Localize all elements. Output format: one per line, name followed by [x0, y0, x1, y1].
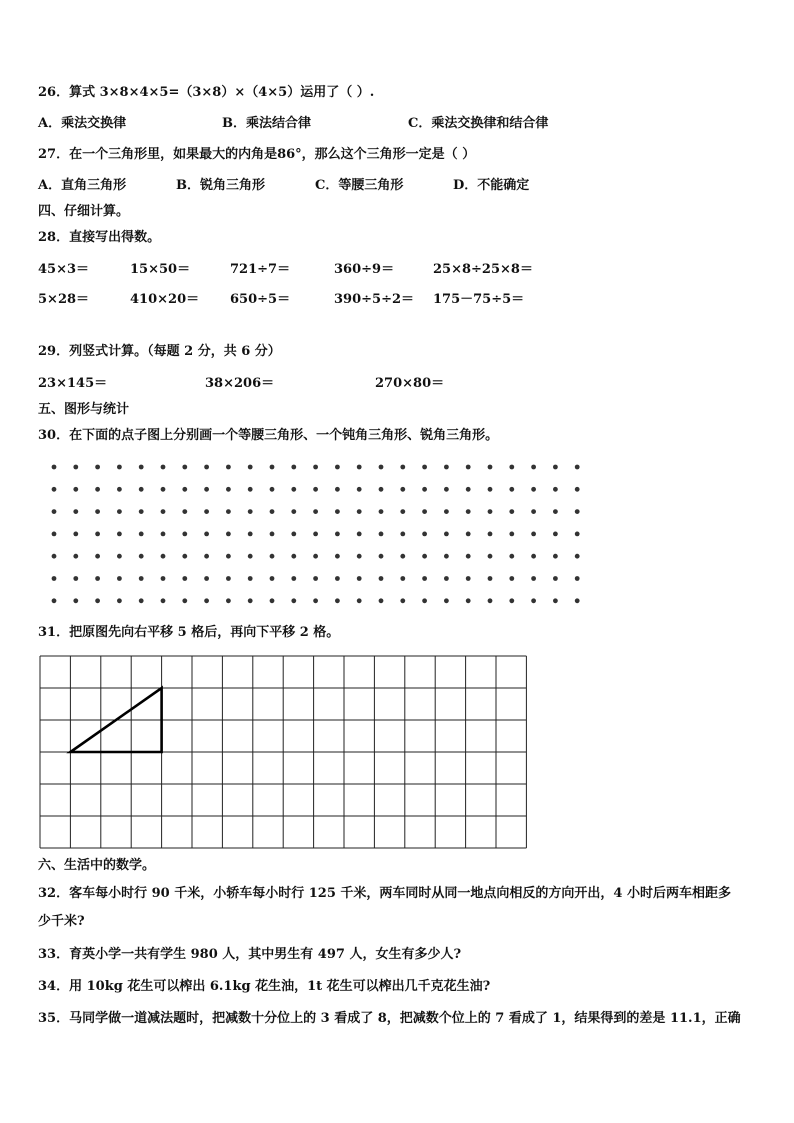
dot [52, 465, 57, 470]
dot [161, 554, 166, 559]
q27-option-d: D．不能确定 [453, 178, 530, 193]
dot [226, 465, 231, 470]
dot [291, 465, 296, 470]
dot [379, 576, 384, 581]
q28-item: 390÷5÷2＝ [334, 292, 415, 307]
dot [379, 465, 384, 470]
dot [139, 509, 144, 514]
dot [117, 465, 122, 470]
dot [422, 509, 427, 514]
dot [182, 465, 187, 470]
dot [73, 532, 78, 537]
dot [139, 554, 144, 559]
dot [270, 554, 275, 559]
dot [270, 598, 275, 603]
dot [291, 509, 296, 514]
q33-text: 33．育英小学一共有学生 980 人，其中男生有 497 人，女生有多少人? [38, 947, 462, 962]
dot [270, 532, 275, 537]
dot-grid[interactable] [40, 455, 585, 615]
dot [161, 532, 166, 537]
q26-stem: 26．算式 3×8×4×5=（3×8）×（4×5）运用了（ ）. [38, 85, 375, 100]
dot [52, 532, 57, 537]
dot [509, 465, 514, 470]
dot [117, 532, 122, 537]
dot [553, 465, 558, 470]
dot [575, 598, 580, 603]
dot [400, 554, 405, 559]
dot [531, 532, 536, 537]
dot [575, 554, 580, 559]
dot [400, 509, 405, 514]
dot [73, 509, 78, 514]
dot [422, 598, 427, 603]
dot [531, 554, 536, 559]
dot [466, 576, 471, 581]
q32-line-1: 32．客车每小时行 90 千米，小轿车每小时行 125 千米，两车同时从同一地点向相反的方向开出，4 小时后两车相距多 [38, 886, 731, 901]
dot [248, 532, 253, 537]
dot [444, 554, 449, 559]
dot [73, 465, 78, 470]
dot [139, 576, 144, 581]
dot [509, 576, 514, 581]
q32-line-2: 少千米? [38, 914, 85, 929]
dot [575, 487, 580, 492]
dot [226, 509, 231, 514]
dot [575, 509, 580, 514]
dot [357, 532, 362, 537]
dot [553, 509, 558, 514]
dot [422, 576, 427, 581]
dot [182, 509, 187, 514]
dot [444, 576, 449, 581]
dot [161, 509, 166, 514]
dot [291, 576, 296, 581]
dot [161, 576, 166, 581]
q28-item: 5×28＝ [38, 292, 90, 307]
dot [379, 532, 384, 537]
dot [335, 532, 340, 537]
dot [182, 487, 187, 492]
dot [509, 532, 514, 537]
dot [575, 465, 580, 470]
dot [52, 554, 57, 559]
dot [466, 554, 471, 559]
dot [357, 554, 362, 559]
dot [95, 576, 100, 581]
q28-stem: 28．直接写出得数。 [38, 230, 161, 245]
dot [117, 598, 122, 603]
dot [73, 598, 78, 603]
q28-item: 650÷5＝ [230, 292, 291, 307]
dot [553, 554, 558, 559]
dot [335, 598, 340, 603]
dot [509, 598, 514, 603]
dot [248, 509, 253, 514]
dot [509, 554, 514, 559]
dot [575, 532, 580, 537]
dot [400, 487, 405, 492]
dot [444, 465, 449, 470]
q29-item: 23×145＝ [38, 376, 108, 391]
dot [422, 465, 427, 470]
dot [379, 509, 384, 514]
q29-stem: 29．列竖式计算。（每题 2 分，共 6 分） [38, 344, 281, 359]
dot [182, 532, 187, 537]
dot [357, 598, 362, 603]
dot [248, 598, 253, 603]
q28-item: 45×3＝ [38, 262, 90, 277]
section-4-heading: 四、仔细计算。 [38, 204, 130, 219]
q28-item: 410×20＝ [130, 292, 200, 307]
dot [161, 598, 166, 603]
square-grid[interactable] [38, 654, 532, 850]
q31-stem: 31．把原图先向右平移 5 格后，再向下平移 2 格。 [38, 625, 340, 640]
dot [357, 487, 362, 492]
dot [488, 576, 493, 581]
dot [226, 598, 231, 603]
dot [270, 509, 275, 514]
dot [139, 487, 144, 492]
dot [553, 576, 558, 581]
dot [226, 576, 231, 581]
dot [95, 465, 100, 470]
dot [488, 598, 493, 603]
dot [553, 532, 558, 537]
dot [161, 465, 166, 470]
dot [531, 598, 536, 603]
dot [139, 532, 144, 537]
q28-item: 360÷9＝ [334, 262, 395, 277]
dot [226, 532, 231, 537]
dot [226, 554, 231, 559]
dot [313, 598, 318, 603]
dot [531, 487, 536, 492]
dot [73, 487, 78, 492]
dot [52, 487, 57, 492]
dot [313, 576, 318, 581]
dot [291, 487, 296, 492]
dot [117, 554, 122, 559]
dot [553, 487, 558, 492]
q28-item: 15×50＝ [130, 262, 191, 277]
dot [182, 598, 187, 603]
dot [52, 509, 57, 514]
dot [422, 487, 427, 492]
dot [248, 465, 253, 470]
q27-option-a: A．直角三角形 [38, 178, 127, 193]
dot [204, 487, 209, 492]
dot [117, 509, 122, 514]
dot [444, 598, 449, 603]
dot [313, 509, 318, 514]
dot [335, 576, 340, 581]
dot [226, 487, 231, 492]
dot [248, 554, 253, 559]
dot [313, 532, 318, 537]
dot [379, 598, 384, 603]
q26-option-c: C．乘法交换律和结合律 [408, 116, 549, 131]
dot [531, 509, 536, 514]
dot [95, 598, 100, 603]
dot [553, 598, 558, 603]
dot [400, 532, 405, 537]
q27-option-c: C．等腰三角形 [315, 178, 404, 193]
dot [204, 509, 209, 514]
dot [117, 487, 122, 492]
dot [117, 576, 122, 581]
dot [335, 487, 340, 492]
dot [139, 598, 144, 603]
dot [466, 598, 471, 603]
dot [95, 532, 100, 537]
dot [248, 576, 253, 581]
dot [466, 487, 471, 492]
dot [270, 487, 275, 492]
dot [313, 465, 318, 470]
dot [400, 576, 405, 581]
dot [335, 509, 340, 514]
dot [357, 509, 362, 514]
dot [466, 509, 471, 514]
dot [161, 487, 166, 492]
q27-stem: 27．在一个三角形里，如果最大的内角是86°，那么这个三角形一定是（ ） [38, 147, 476, 162]
dot [400, 465, 405, 470]
dot [291, 532, 296, 537]
dot [466, 465, 471, 470]
q28-item: 25×8÷25×8＝ [433, 262, 533, 277]
dot [488, 554, 493, 559]
dot [313, 487, 318, 492]
dot [204, 576, 209, 581]
q35-text: 35．马同学做一道减法题时，把减数十分位上的 3 看成了 8，把减数个位上的 7 看成了 1，结果得到的差是 11.1，正确 [38, 1011, 741, 1026]
dot [52, 598, 57, 603]
dot [335, 465, 340, 470]
dot [379, 487, 384, 492]
q34-text: 34．用 10kg 花生可以榨出 6.1kg 花生油，1t 花生可以榨出几千克花生油? [38, 979, 491, 994]
dot [291, 598, 296, 603]
dot [139, 465, 144, 470]
dot [357, 465, 362, 470]
dot [95, 509, 100, 514]
dot [509, 509, 514, 514]
dot [444, 487, 449, 492]
dot [422, 532, 427, 537]
dot [466, 532, 471, 537]
dot [488, 487, 493, 492]
q28-item: 175－75÷5＝ [433, 292, 525, 307]
section-5-heading: 五、图形与统计 [38, 402, 130, 417]
dot [531, 576, 536, 581]
dot [335, 554, 340, 559]
dot [204, 465, 209, 470]
q26-option-a: A．乘法交换律 [38, 116, 127, 131]
dot [204, 554, 209, 559]
dot [291, 554, 296, 559]
dot [95, 554, 100, 559]
q28-item: 721÷7＝ [230, 262, 291, 277]
dot [204, 532, 209, 537]
dot [52, 576, 57, 581]
dot [270, 465, 275, 470]
q30-stem: 30．在下面的点子图上分别画一个等腰三角形、一个钝角三角形、锐角三角形。 [38, 428, 499, 443]
dot [422, 554, 427, 559]
dot [248, 487, 253, 492]
dot [509, 487, 514, 492]
q26-option-b: B．乘法结合律 [222, 116, 311, 131]
section-6-heading: 六、生活中的数学。 [38, 858, 156, 873]
dot [379, 554, 384, 559]
dot [313, 554, 318, 559]
dot [488, 532, 493, 537]
dot [182, 554, 187, 559]
dot [357, 576, 362, 581]
dot [488, 465, 493, 470]
dot [270, 576, 275, 581]
dot [488, 509, 493, 514]
dot [400, 598, 405, 603]
q29-item: 38×206＝ [205, 376, 275, 391]
dot [444, 509, 449, 514]
dot [575, 576, 580, 581]
dot [204, 598, 209, 603]
q27-option-b: B．锐角三角形 [176, 178, 265, 193]
dot [531, 465, 536, 470]
dot [73, 576, 78, 581]
dot [182, 576, 187, 581]
dot [73, 554, 78, 559]
dot [444, 532, 449, 537]
dot [95, 487, 100, 492]
q29-item: 270×80＝ [375, 376, 445, 391]
